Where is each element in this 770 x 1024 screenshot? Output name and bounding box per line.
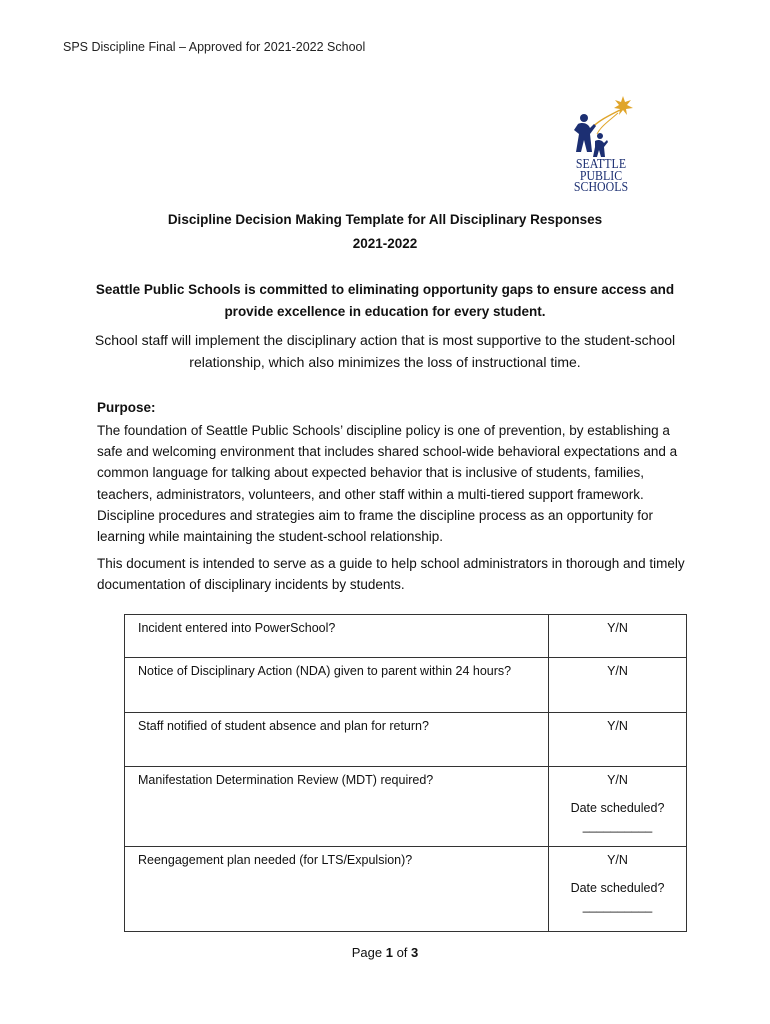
checklist-answer — [549, 767, 687, 847]
date-scheduled-label: Date scheduled? — [570, 801, 665, 815]
checklist-answer — [549, 658, 687, 713]
page-of: of — [392, 945, 412, 960]
seattle-public-schools-logo — [568, 94, 634, 204]
yes-no-answer: Y/N — [607, 719, 628, 733]
yes-no-answer: Y/N — [607, 853, 628, 867]
implementation-statement: School staff will implement the disciplinary action that is most supportive to the student-school relationship, which also minimizes the loss of instructional time. — [94, 332, 676, 370]
running-header: SPS Discipline Final – Approved for 2021-2022 School — [63, 40, 366, 54]
table-row — [125, 713, 687, 767]
yes-no-answer: Y/N — [607, 664, 628, 678]
logo-figures-icon — [568, 94, 634, 158]
purpose-paragraph: The foundation of Seattle Public Schools’ discipline policy is one of prevention, by establishing a safe and welcoming environment that includes shared school-wide behavioral expectations and a common language for talking about expected behavior that is inclusive of students, families, teachers, administrators, volunteers, and other staff within a multi-tiered support framework. Discipline procedures and strategies aim to frame the discipline process as an opportunity for learning while maintaining the student-school relationship. — [97, 423, 678, 545]
total-page-count: 3 — [411, 945, 419, 960]
table-row — [125, 658, 687, 713]
intro-paragraph: This document is intended to serve as a guide to help school administrators in thorough and timely documentation of disciplinary incidents by students. — [97, 556, 685, 593]
yes-no-answer: Y/N — [607, 621, 628, 635]
date-scheduled-label: Date scheduled? — [570, 881, 665, 895]
current-page-number: 1 — [385, 945, 393, 960]
logo-word-schools: SCHOOLS — [573, 179, 629, 194]
mission-statement: Seattle Public Schools is committed to eliminating opportunity gaps to ensure access and provide excellence in education for every student. — [95, 282, 675, 319]
table-row — [125, 767, 687, 847]
page-prefix: Page — [351, 945, 386, 960]
logo-wordmark — [572, 158, 630, 193]
checklist-question: Manifestation Determination Review (MDT) required? — [125, 767, 549, 847]
purpose-heading: Purpose: — [97, 400, 156, 415]
checklist-answer — [549, 713, 687, 767]
checklist-answer — [549, 847, 687, 932]
logo-word-seattle: SEATTLE — [575, 156, 627, 171]
checklist-question: Reengagement plan needed (for LTS/Expulsion)? — [125, 847, 549, 932]
logo-word-public: PUBLIC — [579, 167, 623, 183]
document-title: Discipline Decision Making Template for All Disciplinary Responses — [167, 212, 603, 227]
date-blank-line: __________ — [582, 899, 653, 913]
checklist-table — [124, 614, 687, 932]
yes-no-answer: Y/N — [607, 773, 628, 787]
table-row — [125, 615, 687, 658]
checklist-answer — [549, 615, 687, 658]
page-footer — [0, 945, 770, 960]
checklist-question: Notice of Disciplinary Action (NDA) given to parent within 24 hours? — [125, 658, 549, 713]
table-row — [125, 847, 687, 932]
date-blank-line: __________ — [582, 819, 653, 833]
document-year: 2021-2022 — [352, 236, 418, 251]
checklist-question: Staff notified of student absence and plan for return? — [125, 713, 549, 767]
checklist-question: Incident entered into PowerSchool? — [125, 615, 549, 658]
